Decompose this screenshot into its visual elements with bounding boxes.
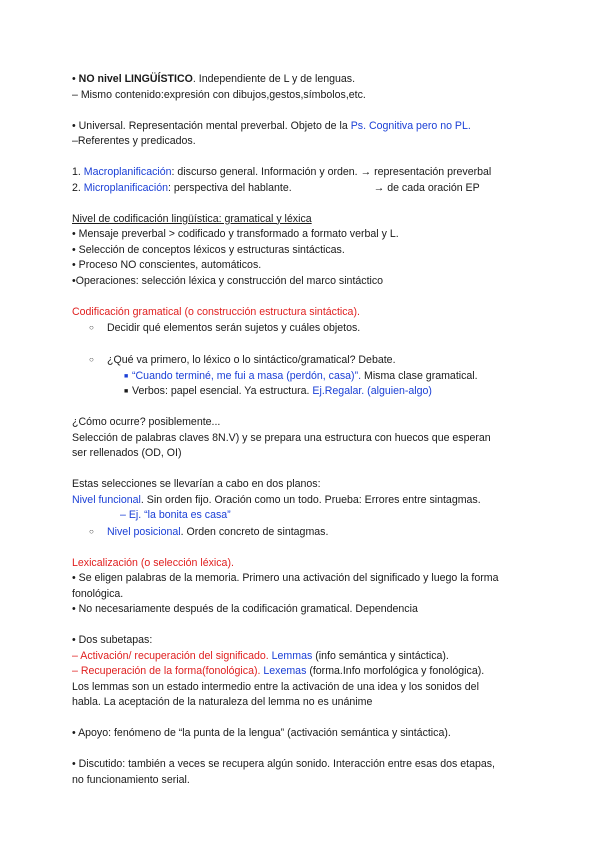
circle-bullet-icon: ○: [89, 323, 94, 332]
s7-nivel-funcional: Nivel funcional. Sin orden fijo. Oración como un todo. Prueba: Errores entre sintagmas.: [72, 493, 481, 506]
s9-line-4: Los lemmas son un estado intermedio entre la activación de una idea y los sonidos del: [72, 680, 479, 693]
s5-circle-item-2: ○ ¿Qué va primero, lo léxico o lo sintáctico/gramatical? Debate.: [89, 354, 396, 366]
section-heading-gramatical: Codificación gramatical (o construcción estructura sintáctica).: [72, 305, 360, 318]
section-heading-lexicalizacion: Lexicalización (o selección léxica).: [72, 556, 234, 569]
square-bullet-icon: ■: [124, 388, 129, 395]
s6-line-1: ¿Cómo ocurre? posiblemente...: [72, 416, 221, 428]
s4-bullet-1: • Mensaje preverbal > codificado y transformado a formato verbal y L.: [72, 228, 399, 240]
s8-line-1: • Se eligen palabras de la memoria. Primero una activación del significado y luego la forma: [72, 572, 499, 584]
numbered-item-2: 2. Microplanificación: perspectiva del hablante. → de cada oración EP: [72, 181, 480, 194]
s2-line-2: –Referentes y predicados.: [72, 135, 196, 147]
s5-square-item-1: ■ “Cuando terminé, me fui a masa (perdón, casa)”. Misma clase gramatical.: [72, 369, 542, 385]
s9-line-5: habla. La aceptación de la naturaleza del lemma no es unánime: [72, 696, 373, 708]
s10-line-1: • Apoyo: fenómeno de “la punta de la lengua” (activación semántica y sintáctica).: [72, 727, 451, 739]
s6-line-3: ser rellenados (OD, OI): [72, 447, 182, 459]
s2-line-1: • Universal. Representación mental preverbal. Objeto de la Ps. Cognitiva pero no PL.: [72, 119, 471, 132]
s4-bullet-3: • Proceso NO conscientes, automáticos.: [72, 259, 262, 271]
circle-bullet-icon: ○: [89, 526, 94, 536]
s7-line-1: Estas selecciones se llevarían a cabo en dos planos:: [72, 478, 321, 490]
s7-example: – Ej. “la bonita es casa”: [120, 509, 231, 521]
s8-line-2: fonológica.: [72, 587, 124, 600]
document-body: [72, 72, 542, 788]
s5-square-item-2: ■ Verbos: papel esencial. Ya estructura. Ej.Regalar. (alguien-algo): [72, 384, 542, 400]
s7-nivel-posicional: ○ Nivel posicional. Orden concreto de sintagmas.: [89, 525, 329, 538]
s5-circle-item-1: ○ Decidir qué elementos serán sujetos y cuáles objetos.: [89, 322, 361, 334]
s11-line-1: • Discutido: también a veces se recupera algún sonido. Interacción entre esas dos etapas,: [72, 758, 495, 770]
s11-line-2: no funcionamiento serial.: [72, 773, 190, 786]
s1-bold-term: NO nivel LINGÜÍSTICO: [78, 73, 193, 85]
numbered-item-1: 1. Macroplanificación: discurso general. Información y orden. → representación preverbal: [72, 166, 492, 178]
s9-lemmas: – Activación/ recuperación del significado. Lemmas (info semántica y sintáctica).: [72, 649, 449, 662]
s1-line-1: • NO nivel LINGÜÍSTICO. Independiente de L y de lenguas.: [72, 73, 356, 85]
s6-line-2: Selección de palabras claves 8N.V) y se prepara una estructura con huecos que esperan: [72, 431, 491, 444]
square-bullet-icon: ■: [124, 372, 129, 380]
section-heading-codificacion: Nivel de codificación lingüística: gramatical y léxica: [72, 212, 312, 225]
s9-lexemas: – Recuperación de la forma(fonológica). Lexemas (forma.Info morfológica y fonológica).: [72, 665, 485, 677]
s9-line-1: • Dos subetapas:: [72, 634, 153, 646]
circle-bullet-icon: ○: [89, 355, 94, 364]
s1-line-2: – Mismo contenido:expresión con dibujos,gestos,símbolos,etc.: [72, 88, 366, 101]
s8-line-3: • No necesariamente después de la codificación gramatical. Dependencia: [72, 603, 418, 615]
s4-bullet-2: • Selección de conceptos léxicos y estructuras sintácticas.: [72, 243, 345, 256]
s4-bullet-4: •Operaciones: selección léxica y construcción del marco sintáctico: [72, 274, 384, 287]
